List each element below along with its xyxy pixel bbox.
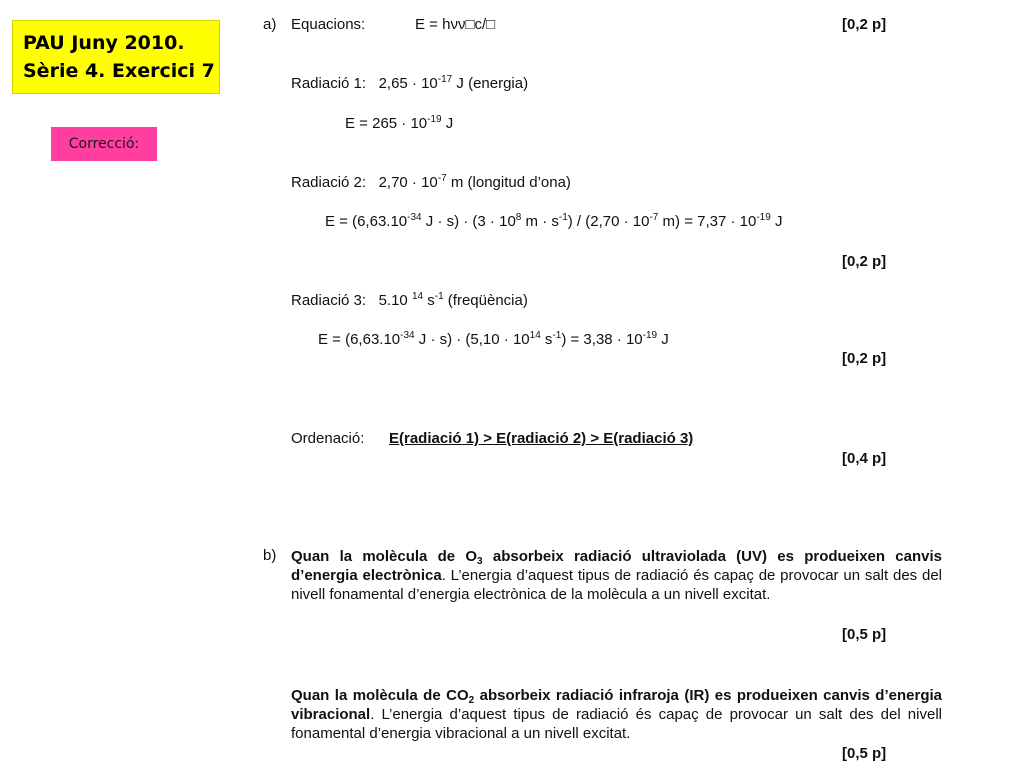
p1-subscript: 3 bbox=[477, 556, 483, 567]
exam-title-line1: PAU Juny 2010. bbox=[23, 32, 185, 54]
radiation-1-energy-unit: J bbox=[441, 115, 454, 132]
calc-part: E = (6,63.10 bbox=[318, 331, 401, 348]
calc-part: J · s) · (3 · 10 bbox=[421, 213, 516, 230]
radiation-3-kind: (freqüència) bbox=[443, 292, 528, 309]
radiation-3-unit-exponent: -1 bbox=[434, 291, 444, 302]
radiation-2-energy bbox=[325, 213, 782, 231]
part-b-label: b) bbox=[263, 547, 277, 564]
calc-part: J · s) · (5,10 · 10 bbox=[414, 331, 530, 348]
p2-subscript: 2 bbox=[468, 695, 475, 706]
radiation-1-unit: J (energia) bbox=[452, 75, 529, 92]
radiation-1-energy-exponent: -19 bbox=[427, 114, 442, 125]
radiation-3-unit: s bbox=[423, 292, 435, 309]
equations-formula: E = hνν□c/□ bbox=[415, 16, 496, 33]
radiation-3-label: Radiació 3: bbox=[291, 292, 367, 309]
ordering-label: Ordenació: bbox=[291, 430, 365, 447]
ordering-result: E(radiació 1) > E(radiació 2) > E(radiació 3) bbox=[389, 430, 694, 447]
radiation-1-value: 2,65 · 10 bbox=[378, 75, 438, 92]
radiation-1-energy bbox=[345, 115, 453, 133]
part-b-points-1: [0,5 p] bbox=[842, 626, 887, 643]
calc-exp: -19 bbox=[756, 212, 771, 223]
calc-exp: -1 bbox=[558, 212, 568, 223]
calc-part: J bbox=[657, 331, 669, 348]
part-b-paragraph-2 bbox=[291, 686, 942, 743]
calc-exp: -1 bbox=[552, 330, 562, 341]
radiation-2-line bbox=[291, 174, 571, 192]
part-a-label: a) bbox=[263, 16, 277, 33]
p2-text: . L’energia d’aquest tipus de radiació és capaç de provocar un salt des del nivell fonamental d’energia vibracional a un nivell excitat. bbox=[291, 706, 942, 742]
calc-part: s bbox=[540, 331, 553, 348]
calc-part: ) / (2,70 · 10 bbox=[567, 213, 650, 230]
equations-points: [0,2 p] bbox=[842, 16, 887, 33]
p1-bold-rest: absorbeix radiació ultraviolada (UV) es produeixen canvis d’energia electrònica bbox=[291, 548, 942, 584]
calc-exp: -34 bbox=[400, 330, 415, 341]
radiation-2-exponent: -7 bbox=[437, 173, 447, 184]
radiation-3-exponent: 14 bbox=[411, 291, 424, 302]
p2-bold: Quan la molècula de CO bbox=[291, 687, 469, 704]
radiation-2-value: 2,70 · 10 bbox=[378, 174, 438, 191]
calc-exp: 14 bbox=[529, 330, 541, 341]
calc-exp: -7 bbox=[649, 212, 659, 223]
part-b-points-2: [0,5 p] bbox=[842, 745, 887, 762]
radiation-3-points: [0,2 p] bbox=[842, 350, 887, 367]
radiation-2-points: [0,2 p] bbox=[842, 253, 887, 270]
radiation-2-unit: m (longitud d’ona) bbox=[446, 174, 571, 191]
radiation-3-value: 5.10 bbox=[378, 292, 412, 309]
calc-part: E = (6,63.10 bbox=[325, 213, 408, 230]
calc-part: J bbox=[770, 213, 783, 230]
calc-exp: -34 bbox=[407, 212, 422, 223]
radiation-3-line bbox=[291, 292, 528, 310]
exam-title-line2: Sèrie 4. Exercici 7 bbox=[23, 60, 215, 82]
radiation-1-line bbox=[291, 75, 528, 93]
equations-label: Equacions: bbox=[291, 16, 366, 33]
ordering-points: [0,4 p] bbox=[842, 450, 887, 467]
calc-part: m) = 7,37 · 10 bbox=[658, 213, 757, 230]
calc-exp: -19 bbox=[642, 330, 658, 341]
radiation-1-label: Radiació 1: bbox=[291, 75, 367, 92]
radiation-2-label: Radiació 2: bbox=[291, 174, 367, 191]
p2-bold-rest: absorbeix radiació infraroja (IR) es produeixen canvis d’energia vibracional bbox=[291, 687, 942, 723]
p1-bold: Quan la molècula de O bbox=[291, 548, 478, 565]
calc-part: ) = 3,38 · 10 bbox=[561, 331, 643, 348]
calc-part: m · s bbox=[521, 213, 559, 230]
p1-text: . L’energia d’aquest tipus de radiació és capaç de provocar un salt des del nivell fonamental d’energia electrònica de la molècula a un nivell excitat. bbox=[291, 567, 942, 603]
radiation-1-exponent: -17 bbox=[437, 74, 453, 85]
radiation-3-energy bbox=[318, 331, 669, 349]
calc-exp: 8 bbox=[515, 212, 522, 223]
radiation-1-energy-value: E = 265 · 10 bbox=[345, 115, 428, 132]
correction-badge: Correcció: bbox=[51, 127, 157, 161]
part-b-paragraph-1 bbox=[291, 547, 942, 604]
